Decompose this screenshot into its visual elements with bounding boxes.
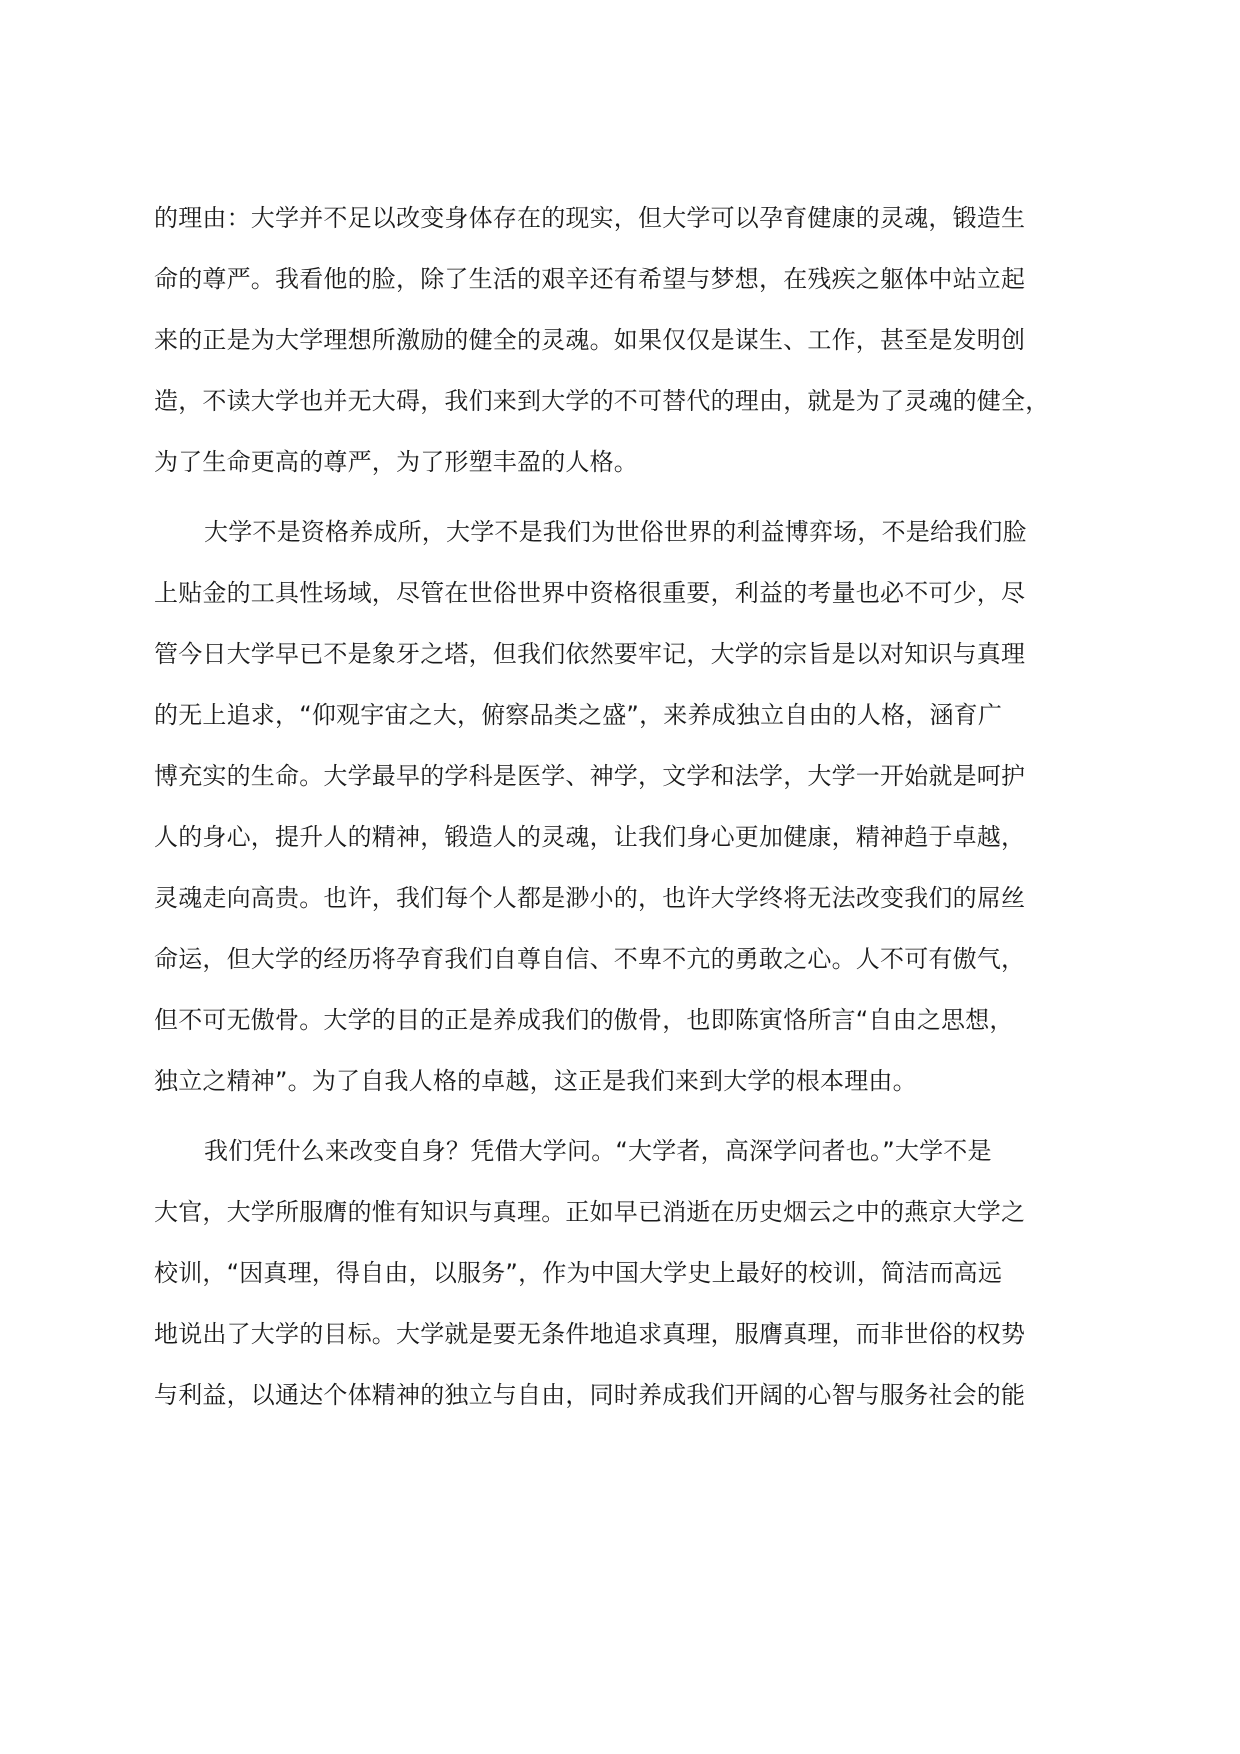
text-line: 为了生命更高的尊严，为了形塑丰盈的人格。 bbox=[154, 448, 638, 476]
text-line: 人的身心，提升人的精神，锻造人的灵魂，让我们身心更加健康，精神趋于卓越， bbox=[154, 823, 1026, 851]
text-line: 与利益，以通达个体精神的独立与自由，同时养成我们开阔的心智与服务社会的能 bbox=[154, 1381, 1026, 1409]
text-line: 造，不读大学也并无大碍，我们来到大学的不可替代的理由，就是为了灵魂的健全， bbox=[154, 387, 1050, 415]
paragraph-1 bbox=[154, 188, 1074, 493]
text-line: 的无上追求，“仰观宇宙之大，俯察品类之盛”，来养成独立自由的人格，涵育广 bbox=[154, 701, 1003, 729]
text-line: 我们凭什么来改变自身？凭借大学问。“大学者，高深学问者也。”大学不是 bbox=[204, 1137, 992, 1165]
text-line: 上贴金的工具性场域，尽管在世俗世界中资格很重要，利益的考量也必不可少，尽 bbox=[154, 579, 1026, 607]
text-line: 命运，但大学的经历将孕育我们自尊自信、不卑不亢的勇敢之心。人不可有傲气， bbox=[154, 945, 1026, 973]
text-line: 大学不是资格养成所，大学不是我们为世俗世界的利益博弈场，不是给我们脸 bbox=[204, 518, 1027, 546]
text-line: 命的尊严。我看他的脸，除了生活的艰辛还有希望与梦想，在残疾之躯体中站立起 bbox=[154, 265, 1026, 293]
text-line: 博充实的生命。大学最早的学科是医学、神学，文学和法学，大学一开始就是呵护 bbox=[154, 762, 1026, 790]
paragraph-3 bbox=[154, 1121, 1074, 1426]
text-line: 但不可无傲骨。大学的目的正是养成我们的傲骨，也即陈寅恪所言“自由之思想， bbox=[154, 1006, 1014, 1034]
text-line: 校训，“因真理，得自由，以服务”，作为中国大学史上最好的校训，简洁而高远 bbox=[154, 1259, 1003, 1287]
document-body bbox=[154, 188, 1074, 1426]
text-line: 大官，大学所服膺的惟有知识与真理。正如早已消逝在历史烟云之中的燕京大学之 bbox=[154, 1198, 1026, 1226]
text-line: 管今日大学早已不是象牙之塔，但我们依然要牢记，大学的宗旨是以对知识与真理 bbox=[154, 640, 1026, 668]
text-line: 的理由：大学并不足以改变身体存在的现实，但大学可以孕育健康的灵魂，锻造生 bbox=[154, 204, 1026, 232]
paragraph-2 bbox=[154, 502, 1074, 1112]
text-line: 地说出了大学的目标。大学就是要无条件地追求真理，服膺真理，而非世俗的权势 bbox=[154, 1320, 1026, 1348]
text-line: 灵魂走向高贵。也许，我们每个人都是渺小的，也许大学终将无法改变我们的屌丝 bbox=[154, 884, 1026, 912]
text-line: 来的正是为大学理想所激励的健全的灵魂。如果仅仅是谋生、工作，甚至是发明创 bbox=[154, 326, 1026, 354]
text-line: 独立之精神”。为了自我人格的卓越，这正是我们来到大学的根本理由。 bbox=[154, 1067, 917, 1095]
